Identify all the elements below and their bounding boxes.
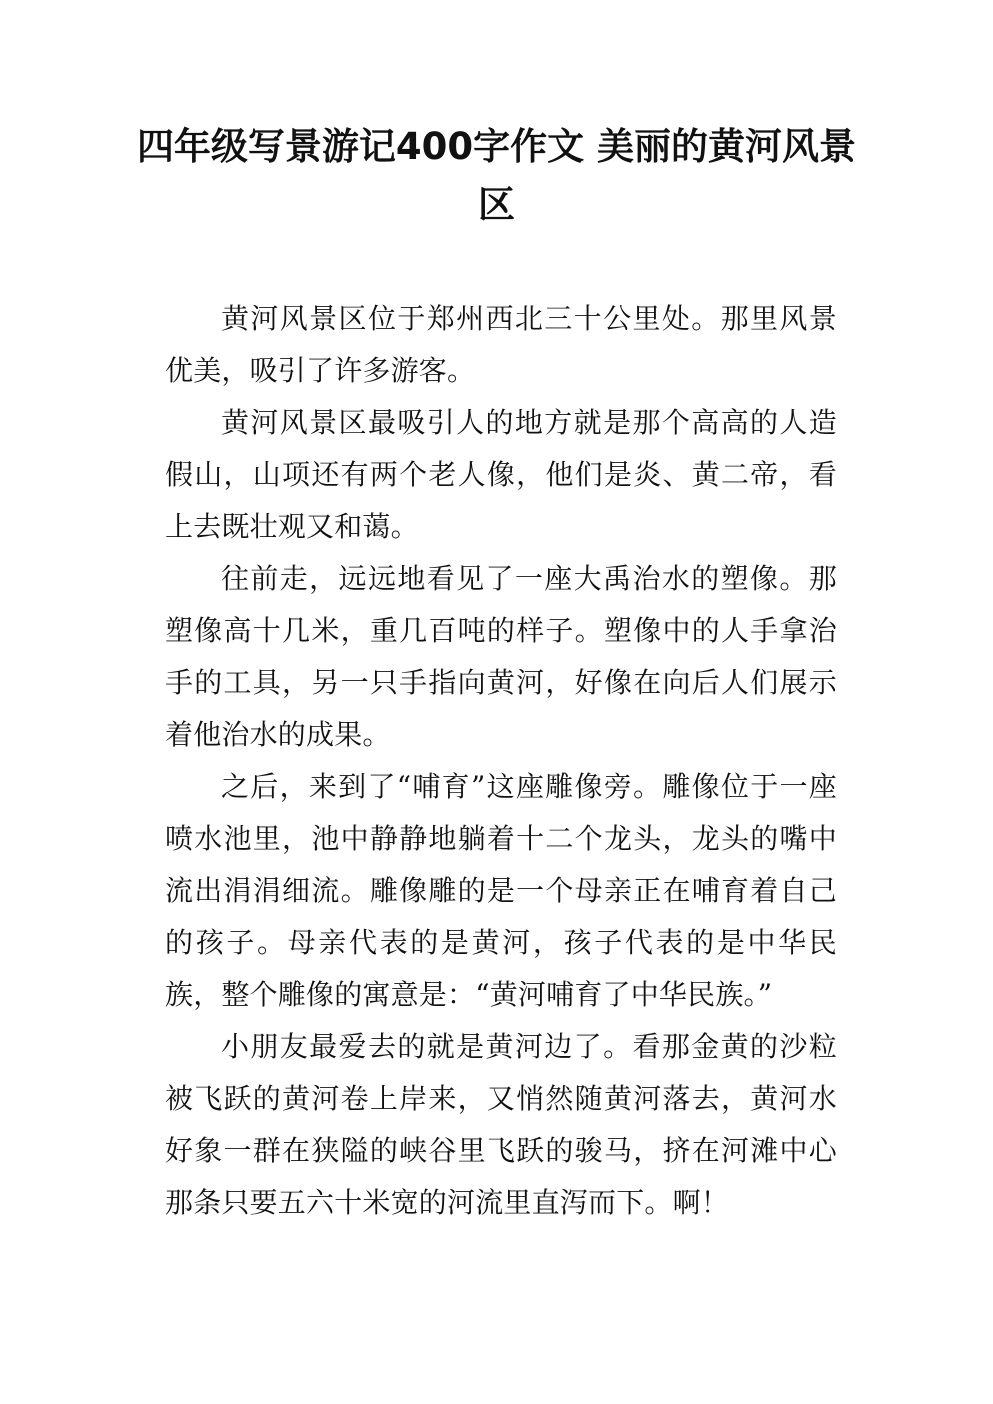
document-title: 四年级写景游记400字作文 美丽的黄河风景区 <box>136 125 857 226</box>
paragraph: 之后，来到了“哺育”这座雕像旁。雕像位于一座喷水池里，池中静静地躺着十二个龙头，龙头的嘴中流出涓涓细流。雕像雕的是一个母亲正在哺育着自己的孩子。母亲代表的是黄河，孩子代表的是中华民族，整个雕像的寓意是：“黄河哺育了中华民族。” <box>165 770 837 1011</box>
paragraph: 黄河风景区最吸引人的地方就是那个高高的人造假山，山项还有两个老人像，他们是炎、黄二帝，看上去既壮观又和蔼。 <box>165 406 837 543</box>
paragraph: 黄河风景区位于郑州西北三十公里处。那里风景优美，吸引了许多游客。 <box>165 302 837 387</box>
paragraph: 往前走，远远地看见了一座大禹治水的塑像。那塑像高十几米，重几百吨的样子。塑像中的人手拿治手的工具，另一只手指向黄河，好像在向后人们展示着他治水的成果。 <box>165 562 837 751</box>
paragraph: 小朋友最爱去的就是黄河边了。看那金黄的沙粒被飞跃的黄河卷上岸来，又悄然随黄河落去，黄河水好象一群在狭隘的峡谷里飞跃的骏马，挤在河滩中心那条只要五六十米宽的河流里直泻而下。啊！ <box>165 1030 837 1219</box>
document-body <box>165 293 837 1229</box>
